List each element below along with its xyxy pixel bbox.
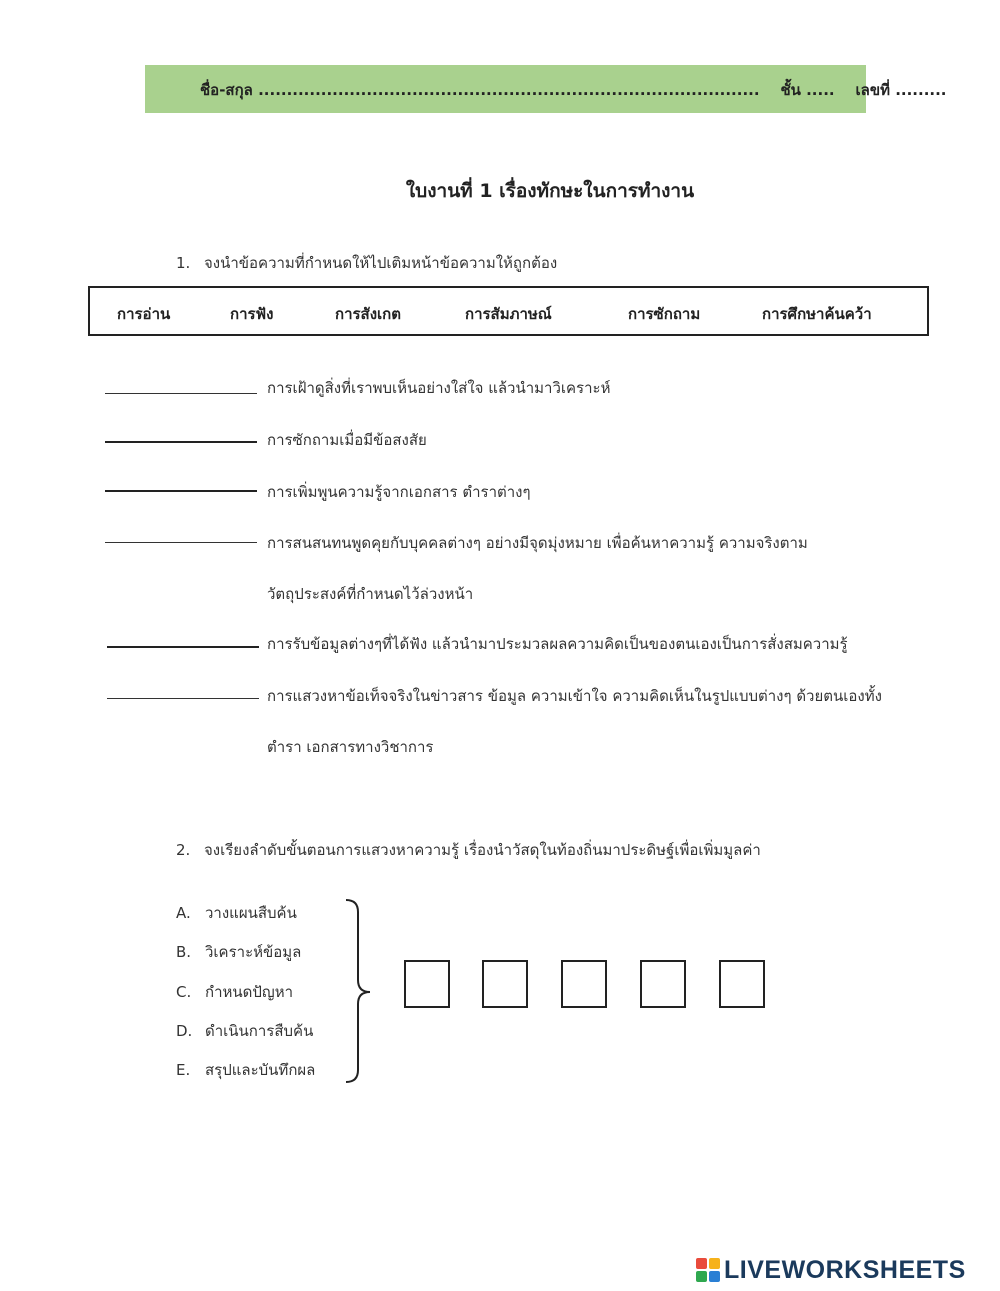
option-letter: A. <box>176 904 191 922</box>
option-text: กำหนดปัญหา <box>205 983 294 1001</box>
answer-blank-3[interactable] <box>105 490 257 492</box>
liveworksheets-logo[interactable] <box>696 1255 966 1285</box>
option-letter: C. <box>176 983 192 1001</box>
order-answer-box-3[interactable] <box>561 960 607 1008</box>
name-label: ชื่อ-สกุล <box>200 81 253 99</box>
logo-square-e <box>709 1271 720 1282</box>
answer-blank-4[interactable] <box>105 542 257 543</box>
answer-blank-1[interactable] <box>105 393 257 394</box>
logo-text: LIVEWORKSHEETS <box>724 1255 966 1284</box>
option-letter: E. <box>176 1061 191 1079</box>
class-label: ชั้น <box>780 81 801 99</box>
question-1-text: จงนำข้อความที่กำหนดให้ไปเติมหน้าข้อความให้ถูกต้อง <box>204 254 558 272</box>
definition-3: การเพิ่มพูนความรู้จากเอกสาร ตำราต่างๆ <box>267 483 531 501</box>
order-answer-box-4[interactable] <box>640 960 686 1008</box>
definition-6-continued: ตำรา เอกสารทางวิชาการ <box>267 738 434 756</box>
option-text: ดำเนินการสืบค้น <box>205 1022 314 1040</box>
question-1-number: 1. <box>176 254 191 272</box>
answer-blank-5[interactable] <box>107 646 259 648</box>
answer-blank-2[interactable] <box>105 441 257 443</box>
question-2-number: 2. <box>176 841 191 859</box>
word-bank-item[interactable]: การสัมภาษณ์ <box>465 305 552 323</box>
word-bank-item[interactable]: การฟัง <box>230 305 274 323</box>
logo-square-v <box>696 1271 707 1282</box>
option-a <box>176 901 297 925</box>
option-b <box>176 940 301 964</box>
definition-1: การเฝ้าดูสิ่งที่เราพบเห็นอย่างใส่ใจ แล้วนำมาวิเคราะห์ <box>267 379 611 397</box>
worksheet-title: ใบงานที่ 1 เรื่องทักษะในการทำงาน <box>405 180 695 202</box>
option-letter: D. <box>176 1022 193 1040</box>
question-2-text: จงเรียงลำดับขั้นตอนการแสวงหาความรู้ เรื่องนำวัสดุในท้องถิ่นมาประดิษฐ์เพื่อเพิ่มมูลค่า <box>204 841 761 859</box>
option-text: สรุปและบันทึกผล <box>205 1061 316 1079</box>
definition-4: การสนสนทนพูดคุยกับบุคคลต่างๆ อย่างมีจุดมุ่งหมาย เพื่อค้นหาความรู้ ความจริงตาม <box>267 534 808 552</box>
word-bank-item[interactable]: การสังเกต <box>335 305 401 323</box>
definition-5: การรับข้อมูลต่างๆที่ได้ฟัง แล้วนำมาประมวลผลความคิดเป็นของตนเองเป็นการสั่งสมความรู้ <box>267 635 848 653</box>
curly-brace <box>340 896 376 1086</box>
word-bank-item[interactable]: การศึกษาค้นคว้า <box>762 305 872 323</box>
logo-square-i <box>709 1258 720 1269</box>
class-blank[interactable]: ..... <box>806 81 835 99</box>
option-letter: B. <box>176 943 192 961</box>
name-blank[interactable]: ........................................................................................ <box>258 81 760 99</box>
logo-icon <box>696 1258 720 1282</box>
option-text: วางแผนสืบค้น <box>205 904 297 922</box>
word-bank-item[interactable]: การซักถาม <box>628 305 701 323</box>
definition-2: การซักถามเมื่อมีข้อสงสัย <box>267 431 427 449</box>
student-info-line <box>200 78 947 102</box>
logo-square-l <box>696 1258 707 1269</box>
option-c <box>176 980 293 1004</box>
option-d <box>176 1019 313 1043</box>
number-label: เลขที่ <box>855 81 890 99</box>
order-answer-box-5[interactable] <box>719 960 765 1008</box>
answer-blank-6[interactable] <box>107 698 259 699</box>
definition-4-continued: วัตถุประสงค์ที่กำหนดไว้ล่วงหน้า <box>267 585 474 603</box>
number-blank[interactable]: ......... <box>895 81 947 99</box>
option-text: วิเคราะห์ข้อมูล <box>205 943 302 961</box>
order-answer-box-1[interactable] <box>404 960 450 1008</box>
order-answer-box-2[interactable] <box>482 960 528 1008</box>
question-2-prompt <box>176 838 761 862</box>
definition-6: การแสวงหาข้อเท็จจริงในข่าวสาร ข้อมูล ความเข้าใจ ความคิดเห็นในรูปแบบต่างๆ ด้วยตนเองทั้ง <box>267 687 882 705</box>
word-bank-item[interactable]: การอ่าน <box>117 305 171 323</box>
question-1-prompt <box>176 251 557 275</box>
option-e <box>176 1058 315 1082</box>
